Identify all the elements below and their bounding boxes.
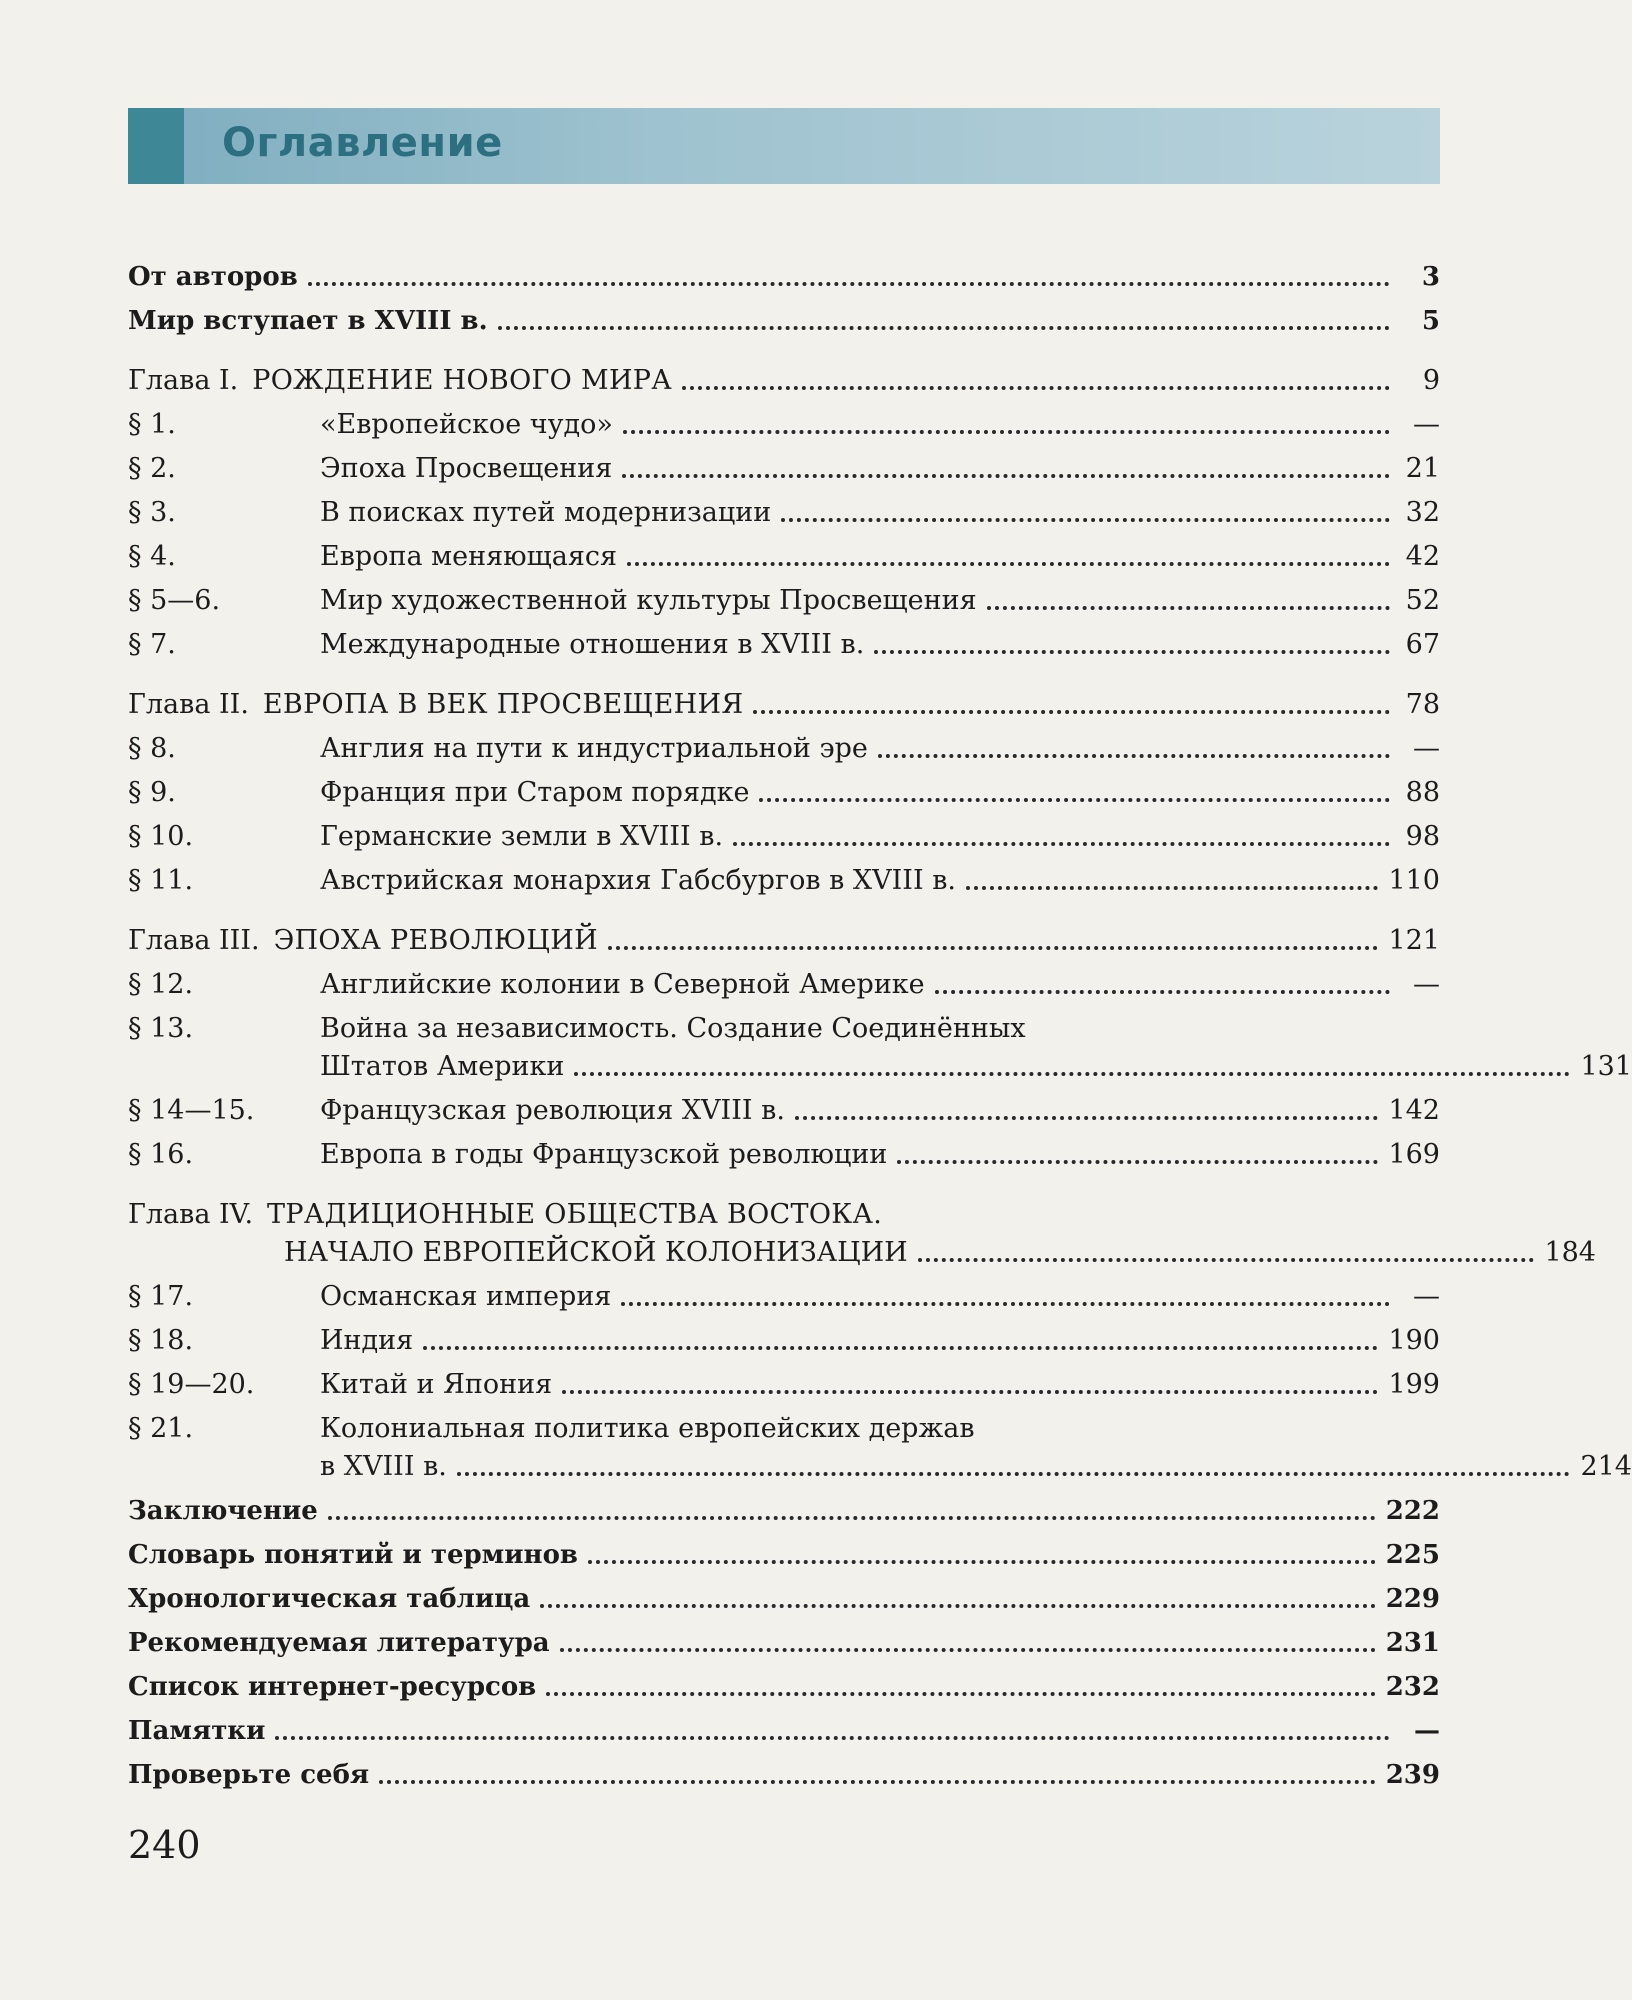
toc-page-number: 110 (1388, 865, 1440, 896)
section-number: § 18. (128, 1325, 194, 1356)
toc-entry (128, 1660, 1440, 1704)
toc-page-number: 21 (1405, 453, 1440, 484)
section-title: «Европейское чудо» (320, 409, 613, 440)
section-title: Индия (320, 1325, 414, 1356)
toc-entry (128, 1128, 1440, 1172)
toc-page-number: 229 (1385, 1584, 1440, 1614)
chapter-title: ТРАДИЦИОННЫЕ ОБЩЕСТВА ВОСТОКА. (267, 1199, 883, 1230)
chapter-number: Глава IV. (128, 1199, 254, 1230)
section-number: § 4. (128, 541, 176, 572)
section-title: Война за независимость. Создание Соединённых (320, 1013, 1026, 1044)
toc-page-number: 42 (1405, 541, 1440, 572)
section-heading: Проверьте себя (128, 1760, 370, 1790)
dot-leader (966, 886, 1378, 890)
section-title: Международные отношения в XVIII в. (320, 629, 865, 660)
toc-page-number: 169 (1388, 1139, 1440, 1170)
dot-leader (897, 1160, 1378, 1164)
section-heading: Список интернет-ресурсов (128, 1672, 537, 1702)
section-title: Мир художественной культуры Просвещения (320, 585, 977, 616)
dot-leader (457, 1472, 1571, 1476)
section-title: Османская империя (320, 1281, 612, 1312)
toc-entry (128, 854, 1440, 898)
toc-page-number: 52 (1405, 585, 1440, 616)
toc-page-number: 98 (1405, 821, 1440, 852)
section-number: § 16. (128, 1139, 194, 1170)
dot-leader (795, 1116, 1379, 1120)
toc-entry (128, 1226, 1596, 1270)
section-title: В поисках путей модернизации (320, 497, 772, 528)
dot-leader (753, 710, 1390, 714)
toc-page-number: 67 (1405, 629, 1440, 660)
section-title: Европа в годы Французской революции (320, 1139, 888, 1170)
toc-entry (128, 958, 1440, 1002)
toc-entry (128, 1748, 1440, 1792)
toc-page-number: 88 (1405, 777, 1440, 808)
toc-page-number: 32 (1405, 497, 1440, 528)
toc-entry (128, 810, 1440, 854)
toc-page-number: 3 (1421, 262, 1440, 292)
toc-page-number: 232 (1385, 1672, 1440, 1702)
section-number: § 2. (128, 453, 176, 484)
dot-leader (275, 1736, 1390, 1740)
section-number: § 19—20. (128, 1369, 255, 1400)
dot-leader (987, 606, 1390, 610)
dot-leader (733, 842, 1390, 846)
section-number: § 9. (128, 777, 176, 808)
toc-entry (128, 1358, 1440, 1402)
toc-entry (128, 722, 1440, 766)
toc-page-number: 222 (1385, 1496, 1440, 1526)
section-title: в XVIII в. (320, 1451, 447, 1482)
toc-page-number: 78 (1405, 689, 1440, 720)
toc-entry (128, 1084, 1440, 1128)
toc-page-number: — (1413, 733, 1440, 764)
section-title: Английские колонии в Северной Америке (320, 969, 925, 1000)
toc-header-band (128, 108, 1440, 184)
section-title: Французская революция XVIII в. (320, 1095, 785, 1126)
toc-page-number: — (1414, 1716, 1440, 1746)
chapter-title: ЭПОХА РЕВОЛЮЦИЙ (273, 925, 598, 956)
toc-entry (128, 398, 1440, 442)
toc-page-number: 5 (1421, 306, 1440, 336)
section-title: Китай и Япония (320, 1369, 553, 1400)
section-title: Германские земли в XVIII в. (320, 821, 724, 852)
dot-leader (308, 282, 1390, 286)
dot-leader (574, 1072, 1570, 1076)
dot-leader (608, 946, 1379, 950)
section-number: § 21. (128, 1413, 194, 1444)
toc-entry (128, 1572, 1440, 1616)
toc-page-number: 184 (1544, 1237, 1596, 1268)
section-heading: Хронологическая таблица (128, 1584, 531, 1614)
section-number: § 5—6. (128, 585, 221, 616)
toc-entry (128, 250, 1440, 294)
dot-leader (379, 1780, 1376, 1784)
dot-leader (560, 1648, 1376, 1652)
toc-entry (128, 914, 1440, 958)
section-heading: Заключение (128, 1496, 318, 1526)
section-title: Европа меняющаяся (320, 541, 618, 572)
section-heading: Памятки (128, 1716, 266, 1746)
toc-page-number: 239 (1385, 1760, 1440, 1790)
section-heading: От авторов (128, 262, 298, 292)
toc-entry (128, 1440, 1632, 1484)
toc-page-number: — (1413, 1281, 1440, 1312)
toc-entry (128, 294, 1440, 338)
section-number: § 11. (128, 865, 194, 896)
toc-entry (128, 1616, 1440, 1660)
section-title: Англия на пути к индустриальной эре (320, 733, 868, 764)
chapter-title: НАЧАЛО ЕВРОПЕЙСКОЙ КОЛОНИЗАЦИИ (284, 1237, 908, 1268)
dot-leader (562, 1390, 1378, 1394)
section-number: § 8. (128, 733, 176, 764)
chapter-number: Глава II. (128, 689, 249, 720)
chapter-title: ЕВРОПА В ВЕК ПРОСВЕЩЕНИЯ (262, 689, 744, 720)
section-number: § 12. (128, 969, 194, 1000)
section-heading: Словарь понятий и терминов (128, 1540, 578, 1570)
dot-leader (781, 518, 1390, 522)
toc-page-number: — (1413, 409, 1440, 440)
page-title: Оглавление (222, 120, 503, 166)
toc-page-number: 199 (1388, 1369, 1440, 1400)
header-accent-block (128, 108, 184, 184)
dot-leader (423, 1346, 1378, 1350)
dot-leader (623, 430, 1390, 434)
toc-page-number: 225 (1385, 1540, 1440, 1570)
toc-page-number: 9 (1422, 365, 1440, 396)
section-number: § 3. (128, 497, 176, 528)
section-heading: Рекомендуемая литература (128, 1628, 550, 1658)
chapter-title: РОЖДЕНИЕ НОВОГО МИРА (252, 365, 673, 396)
section-title: Франция при Старом порядке (320, 777, 750, 808)
section-number: § 17. (128, 1281, 194, 1312)
toc-entry (128, 442, 1440, 486)
section-heading: Мир вступает в XVIII в. (128, 306, 488, 336)
toc-entry (128, 1704, 1440, 1748)
section-number: § 7. (128, 629, 176, 660)
toc-entry (128, 1484, 1440, 1528)
toc-entry (128, 678, 1440, 722)
chapter-number: Глава I. (128, 365, 239, 396)
toc-page-number: 131 (1580, 1051, 1632, 1082)
page-number: 240 (128, 1823, 201, 1867)
dot-leader (546, 1692, 1375, 1696)
dot-leader (627, 562, 1390, 566)
toc-entry (128, 1528, 1440, 1572)
dot-leader (588, 1560, 1376, 1564)
dot-leader (498, 326, 1390, 330)
toc-entry (128, 354, 1440, 398)
dot-leader (918, 1258, 1535, 1262)
section-number: § 13. (128, 1013, 194, 1044)
toc-entry (128, 530, 1440, 574)
toc-entry (128, 1040, 1632, 1084)
dot-leader (878, 754, 1390, 758)
dot-leader (759, 798, 1390, 802)
toc-entry (128, 618, 1440, 662)
dot-leader (682, 386, 1390, 390)
toc-page-number: 142 (1388, 1095, 1440, 1126)
toc-page-number: 190 (1388, 1325, 1440, 1356)
chapter-number: Глава III. (128, 925, 260, 956)
dot-leader (622, 474, 1390, 478)
section-number: § 1. (128, 409, 176, 440)
section-number: § 14—15. (128, 1095, 255, 1126)
toc-page-number: 121 (1388, 925, 1440, 956)
dot-leader (621, 1302, 1390, 1306)
section-title: Колониальная политика европейских держав (320, 1413, 975, 1444)
dot-leader (874, 650, 1390, 654)
dot-leader (540, 1604, 1376, 1608)
section-title: Штатов Америки (320, 1051, 565, 1082)
toc-page-number: — (1413, 969, 1440, 1000)
dot-leader (935, 990, 1390, 994)
toc-entry (128, 486, 1440, 530)
toc-page-number: 231 (1385, 1628, 1440, 1658)
section-title: Австрийская монархия Габсбургов в XVIII в. (320, 865, 956, 896)
toc-entry (128, 766, 1440, 810)
section-title: Эпоха Просвещения (320, 453, 613, 484)
toc-page-number: 214 (1580, 1451, 1632, 1482)
section-number: § 10. (128, 821, 194, 852)
dot-leader (328, 1516, 1376, 1520)
toc-entry (128, 574, 1440, 618)
toc-entry (128, 1270, 1440, 1314)
toc-entry (128, 1314, 1440, 1358)
